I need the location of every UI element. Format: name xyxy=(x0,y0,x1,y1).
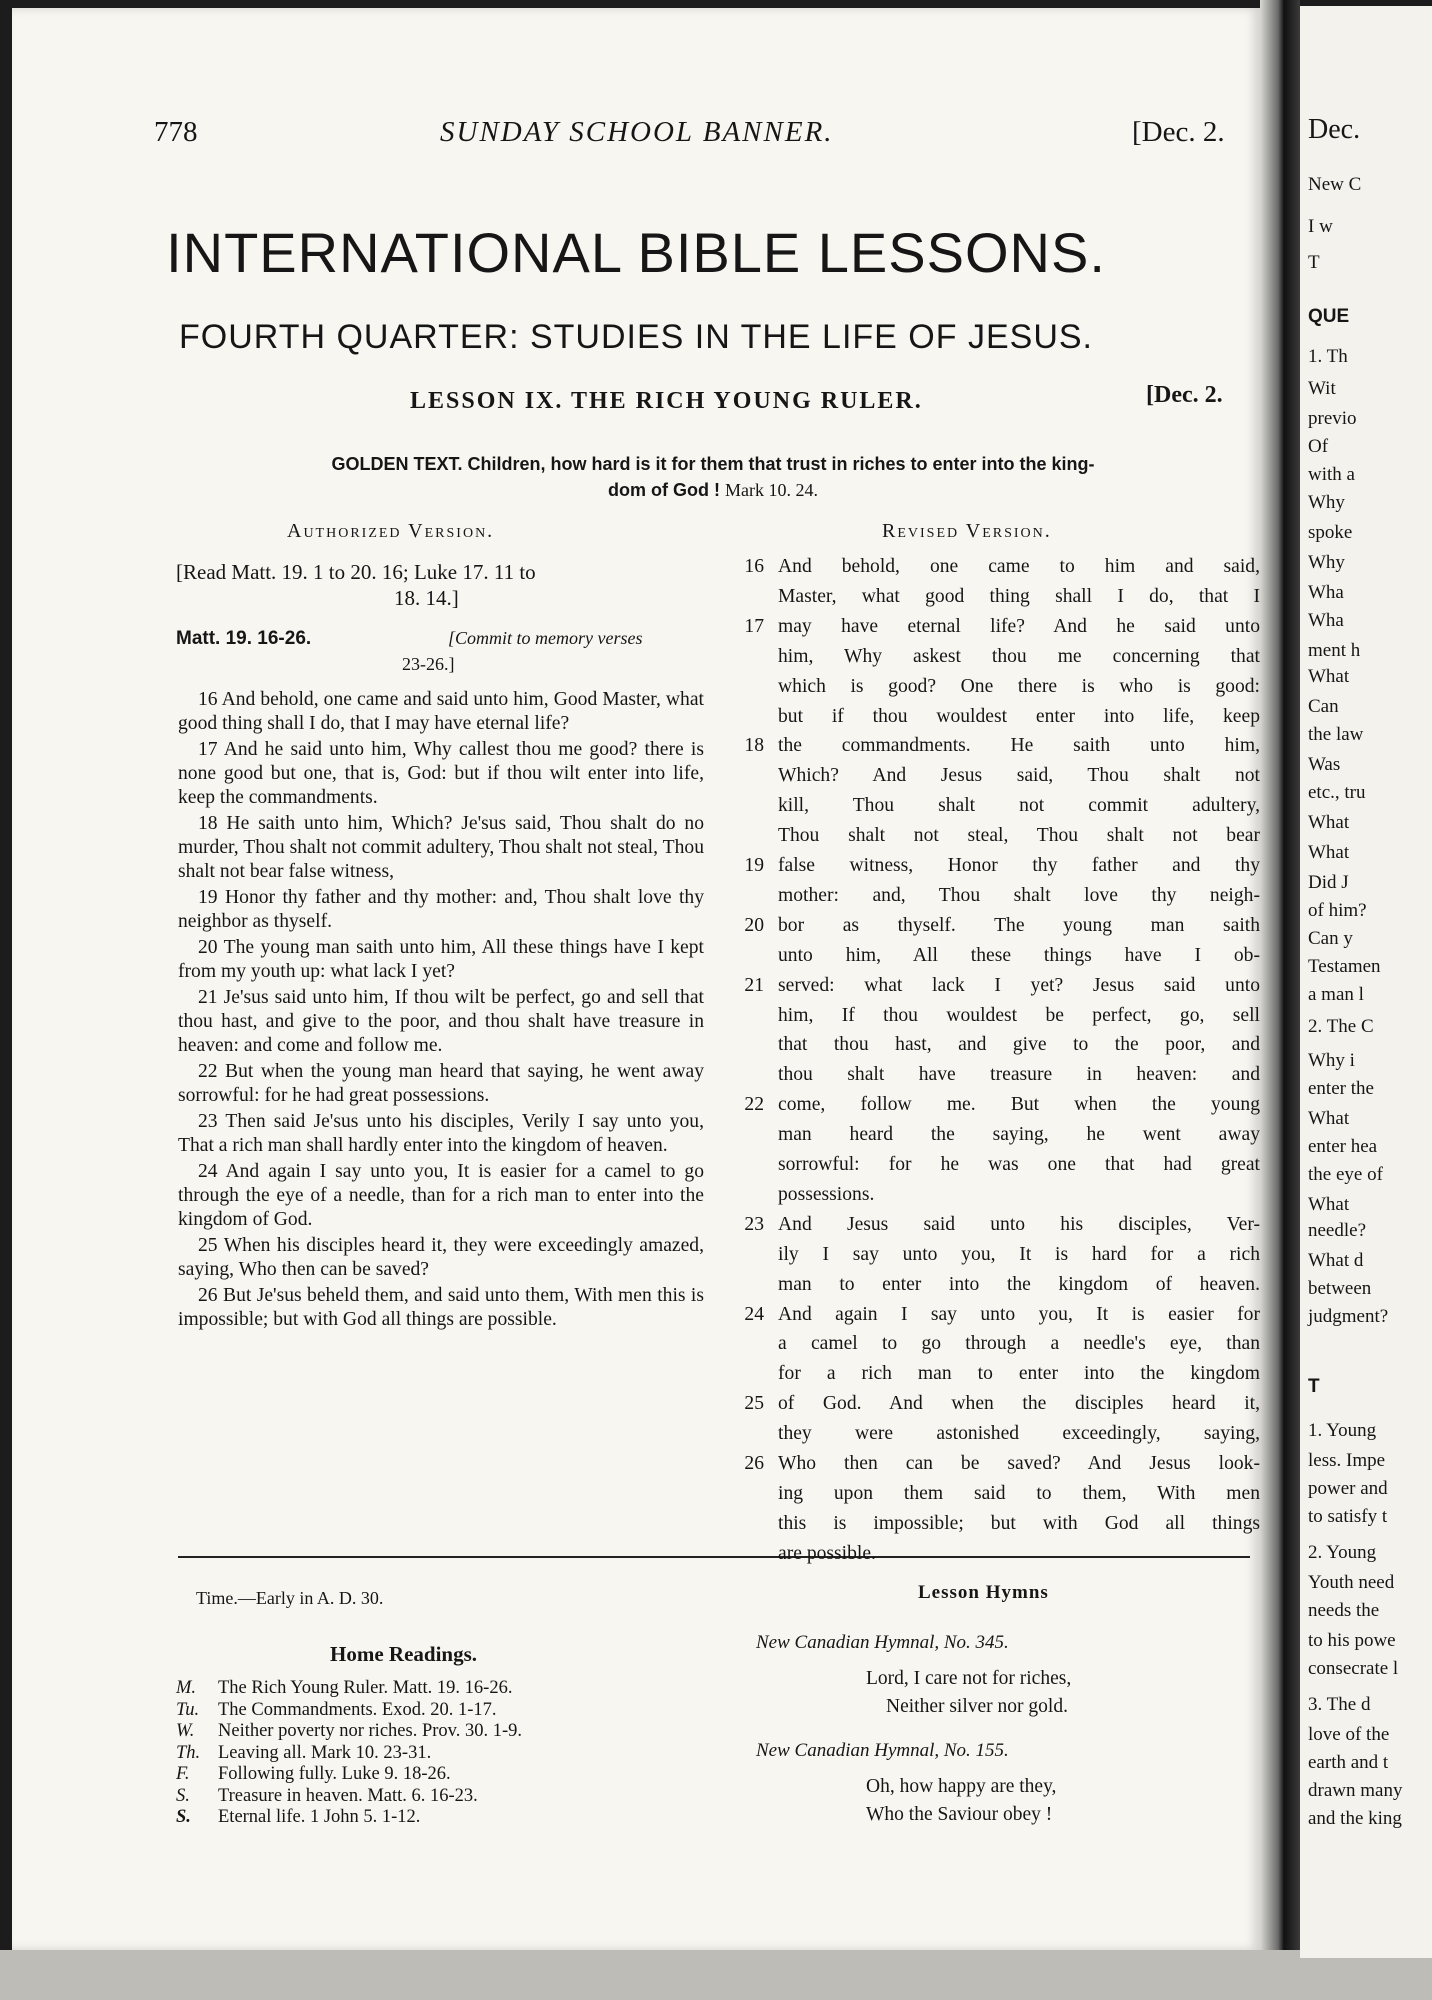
verse-number: 21 xyxy=(744,974,764,996)
facing-page-line: Can xyxy=(1308,696,1339,717)
issue-date: [Dec. 2. xyxy=(1132,116,1225,148)
home-readings-list xyxy=(176,1678,522,1829)
golden-text-body: Children, how hard is it for them that trust in riches to enter into the king- xyxy=(467,454,1095,474)
verse-text: Which? And Jesus said, Thou shalt not xyxy=(778,765,1260,787)
facing-page-line: QUE xyxy=(1308,306,1350,327)
verse-text: they were astonished exceedingly, saying, xyxy=(778,1423,1260,1445)
verse: 19 Honor thy father and thy mother: and, Thou shalt love thy neighbor as thyself. xyxy=(178,887,704,932)
commit-line-2: 23-26.] xyxy=(402,654,455,674)
verse-text: bor as thyself. The young man saith xyxy=(778,914,1260,936)
verse-text: for a rich man to enter into the kingdom xyxy=(778,1363,1260,1385)
verse-text: Thou shalt not steal, Thou shalt not bear xyxy=(778,825,1260,847)
facing-page-line: Why i xyxy=(1308,1050,1355,1071)
verse-text: come, follow me. But when the young xyxy=(778,1094,1260,1116)
facing-page-line: enter the xyxy=(1308,1078,1374,1099)
facing-page-line: What xyxy=(1308,666,1350,687)
facing-page-line: needs the xyxy=(1308,1600,1380,1621)
verse-text: which is good? One there is who is good: xyxy=(778,675,1260,697)
verse-number: 23 xyxy=(744,1213,764,1235)
facing-page-line: Of xyxy=(1308,436,1329,457)
verse-text: mother: and, Thou shalt love thy neigh- xyxy=(778,884,1260,906)
facing-page-line: 1. Young xyxy=(1308,1420,1377,1441)
verse-number: 18 xyxy=(744,735,764,757)
verse: 17 And he said unto him, Why callest thou me good? there is none good but one, that is, God: but if thou wilt enter into life, keep the commandments. xyxy=(178,739,704,808)
binding-gutter xyxy=(1260,0,1300,2000)
lesson-heading: LESSON IX. THE RICH YOUNG RULER. xyxy=(410,388,923,414)
lesson-hymns-heading: Lesson Hymns xyxy=(918,1582,1049,1603)
verse-text: served: what lack I yet? Jesus said unto xyxy=(778,974,1260,996)
page xyxy=(12,8,1260,1950)
facing-page-line: Can y xyxy=(1308,928,1353,949)
facing-page-line: Testamen xyxy=(1308,956,1381,977)
hymn-1-source: New Canadian Hymnal, No. 345. xyxy=(756,1632,1009,1653)
facing-page-line: a man l xyxy=(1308,984,1364,1005)
commit-line-1: [Commit to memory verses xyxy=(448,628,643,648)
time-note: Time.—Early in A. D. 30. xyxy=(196,1588,384,1608)
authorized-verses xyxy=(178,688,704,1334)
hymn-2-line-2: Who the Saviour obey ! xyxy=(866,1804,1053,1825)
golden-text-ref: Mark 10. 24. xyxy=(725,480,818,500)
read-line-2: 18. 14.] xyxy=(394,586,459,610)
revised-heading: Revised Version. xyxy=(882,520,1052,542)
facing-page-line: and the king xyxy=(1308,1808,1402,1829)
verse-text: And Jesus said unto his disciples, Ver- xyxy=(778,1213,1260,1235)
verse-text: ing upon them said to them, With men xyxy=(778,1482,1260,1504)
periodical-title: SUNDAY SCHOOL BANNER. xyxy=(440,116,834,148)
lesson-date: [Dec. 2. xyxy=(1146,382,1223,408)
facing-page-line: What xyxy=(1308,812,1350,833)
facing-page-line: T xyxy=(1308,1376,1320,1397)
facing-page-line: New C xyxy=(1308,174,1362,195)
facing-page-line: Why xyxy=(1308,552,1345,573)
authorized-heading: Authorized Version. xyxy=(287,520,495,542)
verse-text: Master, what good thing shall I do, that I xyxy=(778,585,1260,607)
verse: 24 And again I say unto you, It is easier for a camel to go through the eye of a needle, than for a rich man to enter into the kingdom of God. xyxy=(178,1161,704,1230)
verse-number: 22 xyxy=(744,1094,764,1116)
facing-page-line: What xyxy=(1308,842,1350,863)
facing-page-line: less. Impe xyxy=(1308,1450,1386,1471)
facing-page-line: to satisfy t xyxy=(1308,1506,1388,1527)
facing-page-line: 3. The d xyxy=(1308,1694,1371,1715)
verse-text: And again I say unto you, It is easier for xyxy=(778,1303,1260,1325)
facing-page-line: between xyxy=(1308,1278,1372,1299)
facing-page-line: power and xyxy=(1308,1478,1388,1499)
facing-page-line: Wha xyxy=(1308,582,1344,603)
verse: 25 When his disciples heard it, they were exceedingly amazed, saying, Who then can be saved? xyxy=(178,1235,704,1280)
verse-text: kill, Thou shalt not commit adultery, xyxy=(778,795,1260,817)
page-title: INTERNATIONAL BIBLE LESSONS. xyxy=(166,221,1106,284)
verse-text: that thou hast, and give to the poor, and xyxy=(778,1034,1260,1056)
verse-number: 26 xyxy=(744,1453,764,1474)
verse-number: 17 xyxy=(744,615,764,637)
verse-text: a camel to go through a needle's eye, than xyxy=(778,1333,1260,1355)
facing-page-line: needle? xyxy=(1308,1220,1367,1241)
facing-page-line: What xyxy=(1308,1194,1350,1215)
list-item: F. Following fully. Luke 9. 18-26. xyxy=(176,1764,451,1784)
facing-page-line: previo xyxy=(1308,408,1357,429)
facing-page-line: 2. The C xyxy=(1308,1016,1374,1037)
verse-text: him, Why askest thou me concerning that xyxy=(778,645,1260,667)
read-line-1: [Read Matt. 19. 1 to 20. 16; Luke 17. 11 to xyxy=(176,560,536,584)
facing-page-line: Youth need xyxy=(1308,1572,1395,1593)
verse: 22 But when the young man heard that saying, he went away sorrowful: for he had great possessions. xyxy=(178,1061,704,1106)
verse-text: false witness, Honor thy father and thy xyxy=(778,855,1260,876)
facing-page-line: judgment? xyxy=(1308,1306,1389,1327)
facing-page-line: 2. Young xyxy=(1308,1542,1377,1563)
facing-page-line: Wha xyxy=(1308,610,1344,631)
running-head xyxy=(12,116,1260,156)
verse: 20 The young man saith unto him, All these things have I kept from my youth up: what lack I yet? xyxy=(178,937,704,982)
facing-page-line: I w xyxy=(1308,216,1333,237)
facing-page-line: T xyxy=(1308,252,1320,273)
facing-page-line: What d xyxy=(1308,1250,1364,1271)
list-item: S. Eternal life. 1 John 5. 1-12. xyxy=(176,1807,421,1827)
facing-page-line: Was xyxy=(1308,754,1341,775)
verse-text: are possible. xyxy=(778,1542,876,1564)
verse-text: possessions. xyxy=(778,1183,875,1205)
verse-number: 19 xyxy=(744,855,764,876)
facing-page-line: Dec. xyxy=(1308,114,1361,145)
facing-page-line: to his powe xyxy=(1308,1630,1396,1651)
verse-text: ily I say unto you, It is hard for a rich xyxy=(778,1243,1260,1265)
verse-text: but if thou wouldest enter into life, keep xyxy=(778,705,1260,727)
verse-text: of God. And when the disciples heard it, xyxy=(778,1393,1260,1415)
list-item: S. Treasure in heaven. Matt. 6. 16-23. xyxy=(176,1785,478,1806)
facing-page-line: the law xyxy=(1308,724,1364,745)
verse-text: man to enter into the kingdom of heaven. xyxy=(778,1273,1260,1295)
verse-text: the commandments. He saith unto him, xyxy=(778,735,1260,757)
verse: 26 But Je'sus beheld them, and said unto them, With men this is impossible; but with God all things are possible. xyxy=(178,1285,704,1330)
scripture-ref: Matt. 19. 16-26. xyxy=(176,628,312,649)
verse-number: 24 xyxy=(744,1303,764,1325)
facing-page-line: the eye of xyxy=(1308,1164,1383,1185)
facing-page-line: spoke xyxy=(1308,522,1353,543)
facing-page-line: etc., tru xyxy=(1308,782,1366,803)
verse-number: 20 xyxy=(744,914,764,936)
facing-page-line: Did J xyxy=(1308,872,1349,893)
verse-text: Who then can be saved? And Jesus look- xyxy=(778,1453,1260,1474)
facing-page-line: Wit xyxy=(1308,378,1336,399)
verse-text: may have eternal life? And he said unto xyxy=(778,615,1260,637)
facing-page xyxy=(1300,6,1432,1958)
verse-text: man heard the saying, he went away xyxy=(778,1124,1260,1146)
facing-page-line: What xyxy=(1308,1108,1350,1129)
golden-text xyxy=(218,451,1208,503)
verse-text: him, If thou wouldest be perfect, go, sell xyxy=(778,1004,1260,1026)
list-item: M. The Rich Young Ruler. Matt. 19. 16-26. xyxy=(176,1678,513,1698)
verse-text: unto him, All these things have I ob- xyxy=(778,944,1260,966)
verse-text: And behold, one came to him and said, xyxy=(778,556,1260,577)
scan-margin xyxy=(0,1950,1432,2000)
verse-number: 16 xyxy=(744,556,764,577)
facing-page-line: 1. Th xyxy=(1308,346,1348,367)
verse: 18 He saith unto him, Which? Je'sus said, Thou shalt do no murder, Thou shalt not commit adultery, Thou shalt not steal, Thou shalt not bear false witness, xyxy=(178,813,704,882)
verse: 16 And behold, one came and said unto him, Good Master, what good thing shall I do, that I may have eternal life? xyxy=(178,689,704,734)
page-subtitle: FOURTH QUARTER: STUDIES IN THE LIFE OF JESUS. xyxy=(178,318,1093,356)
list-item: Th. Leaving all. Mark 10. 23-31. xyxy=(176,1742,432,1763)
verse-text: this is impossible; but with God all things xyxy=(778,1512,1260,1534)
hymn-1-line-2: Neither silver nor gold. xyxy=(886,1696,1068,1717)
page-number: 778 xyxy=(154,116,198,148)
verse: 23 Then said Je'sus unto his disciples, Verily I say unto you, That a rich man shall hardly enter into the kingdom of heaven. xyxy=(178,1111,704,1156)
facing-page-line: Why xyxy=(1308,492,1345,513)
facing-page-line: consecrate l xyxy=(1308,1658,1399,1679)
facing-page-line: love of the xyxy=(1308,1724,1390,1745)
hymn-1-line-1: Lord, I care not for riches, xyxy=(866,1668,1072,1689)
verse-number: 25 xyxy=(744,1393,764,1415)
golden-text-label: GOLDEN TEXT. xyxy=(331,454,463,474)
facing-page-line: ment h xyxy=(1308,640,1361,661)
home-readings-heading: Home Readings. xyxy=(330,1642,477,1666)
verse-text: sorrowful: for he was one that had great xyxy=(778,1154,1260,1175)
facing-page-line: drawn many xyxy=(1308,1780,1403,1801)
list-item: Tu. The Commandments. Exod. 20. 1-17. xyxy=(176,1699,497,1720)
facing-page-line: with a xyxy=(1308,464,1355,485)
facing-page-line: earth and t xyxy=(1308,1752,1389,1773)
verse-text: thou shalt have treasure in heaven: and xyxy=(778,1064,1260,1086)
verse: 21 Je'sus said unto him, If thou wilt be perfect, go and sell that thou hast, and give to the poor, and thou shalt have treasure in heaven: and come and follow me. xyxy=(178,987,704,1056)
facing-page-line: of him? xyxy=(1308,900,1367,921)
list-item: W. Neither poverty nor riches. Prov. 30. 1-9. xyxy=(176,1721,522,1741)
facing-page-line: enter hea xyxy=(1308,1136,1378,1157)
golden-text-body-2: dom of God ! xyxy=(608,480,720,500)
hymn-2-line-1: Oh, how happy are they, xyxy=(866,1776,1057,1797)
hymn-2-source: New Canadian Hymnal, No. 155. xyxy=(756,1740,1009,1761)
